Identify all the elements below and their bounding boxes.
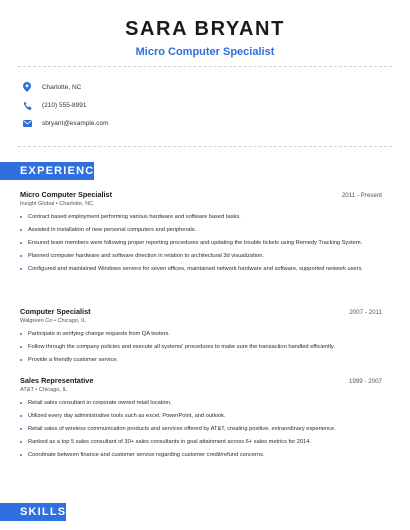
- job-entry: [20, 376, 382, 464]
- contact-location-text: Charlotte, NC: [42, 83, 82, 91]
- skills-section-header: SKILLS: [0, 503, 66, 521]
- contact-section: [22, 78, 390, 132]
- header-divider: [18, 66, 392, 68]
- job-company: Walgreen Co • Chicago, IL: [20, 318, 86, 324]
- experience-section-header: EXPERIENCE: [0, 162, 94, 180]
- job-title: Sales Representative: [20, 376, 94, 385]
- job-bullet: Configured and maintained Windows servers for seven offices, maintained network hardware and software, supported network users.: [20, 265, 382, 273]
- job-title: Computer Specialist: [20, 307, 91, 316]
- contact-phone-text: (210) 555-8991: [42, 101, 87, 109]
- location-pin-icon: [22, 82, 32, 92]
- job-title: Micro Computer Specialist: [20, 190, 113, 199]
- contact-email-text: sbryant@example.com: [42, 119, 109, 127]
- job-dates: 2007 - 2011: [349, 309, 382, 316]
- job-bullet: Contract based employment performing various hardware and software based tasks.: [20, 213, 382, 221]
- job-bullet: Participate in verifying change requests from QA testers.: [20, 330, 382, 338]
- job-bullet: Provide a friendly customer service.: [20, 356, 382, 364]
- job-bullet: Planned computer hardware and software direction in relation to architectural 3d visualization.: [20, 252, 382, 260]
- job-bullets: [20, 213, 382, 273]
- job-bullet: Ensured team members were following proper reporting procedures and updating the trouble tickets using Remedy Tracking System.: [20, 239, 382, 247]
- job-bullet: Retail sales of wireless communication products and services offered by AT&T, creating positive, extraordinary experience.: [20, 425, 382, 433]
- contact-location: [22, 78, 390, 96]
- resume-header: [0, 0, 410, 58]
- candidate-title: Micro Computer Specialist: [135, 46, 275, 58]
- job-dates: 1999 - 2007: [348, 378, 382, 385]
- job-entry: [20, 307, 382, 369]
- job-dates: 2011 - Present: [341, 192, 382, 199]
- job-bullet: Assisted in installation of new personal computers and peripherals.: [20, 226, 382, 234]
- job-bullets: [20, 399, 382, 459]
- job-bullet: Utilized every day administrative tools such as excel, PowerPoint, and outlook.: [20, 412, 382, 420]
- job-entry: [20, 190, 382, 278]
- job-bullet: Coordinate between finance and customer service regarding customer credit/refund concerns.: [20, 451, 382, 459]
- phone-icon: [22, 100, 32, 110]
- candidate-name: SARA BRYANT: [125, 18, 285, 40]
- contact-email: [22, 114, 390, 132]
- job-bullet: Retail sales consultant in corporate owned retail location.: [20, 399, 382, 407]
- job-bullets: [20, 330, 382, 364]
- job-bullet: Follow through the company policies and execute all systems' procedures to make sure the transaction handled efficiently.: [20, 343, 382, 351]
- contact-divider: [18, 146, 392, 148]
- job-bullet: Ranked as a top 5 sales consultant of 30+ sales consultants in goal attainment across 6+ sales metrics for 2014.: [20, 438, 382, 446]
- job-company: AT&T • Chicago, IL: [20, 387, 68, 393]
- email-icon: [22, 118, 32, 128]
- contact-phone: [22, 96, 390, 114]
- job-company: Insight Global • Charlotte, NC: [20, 201, 94, 207]
